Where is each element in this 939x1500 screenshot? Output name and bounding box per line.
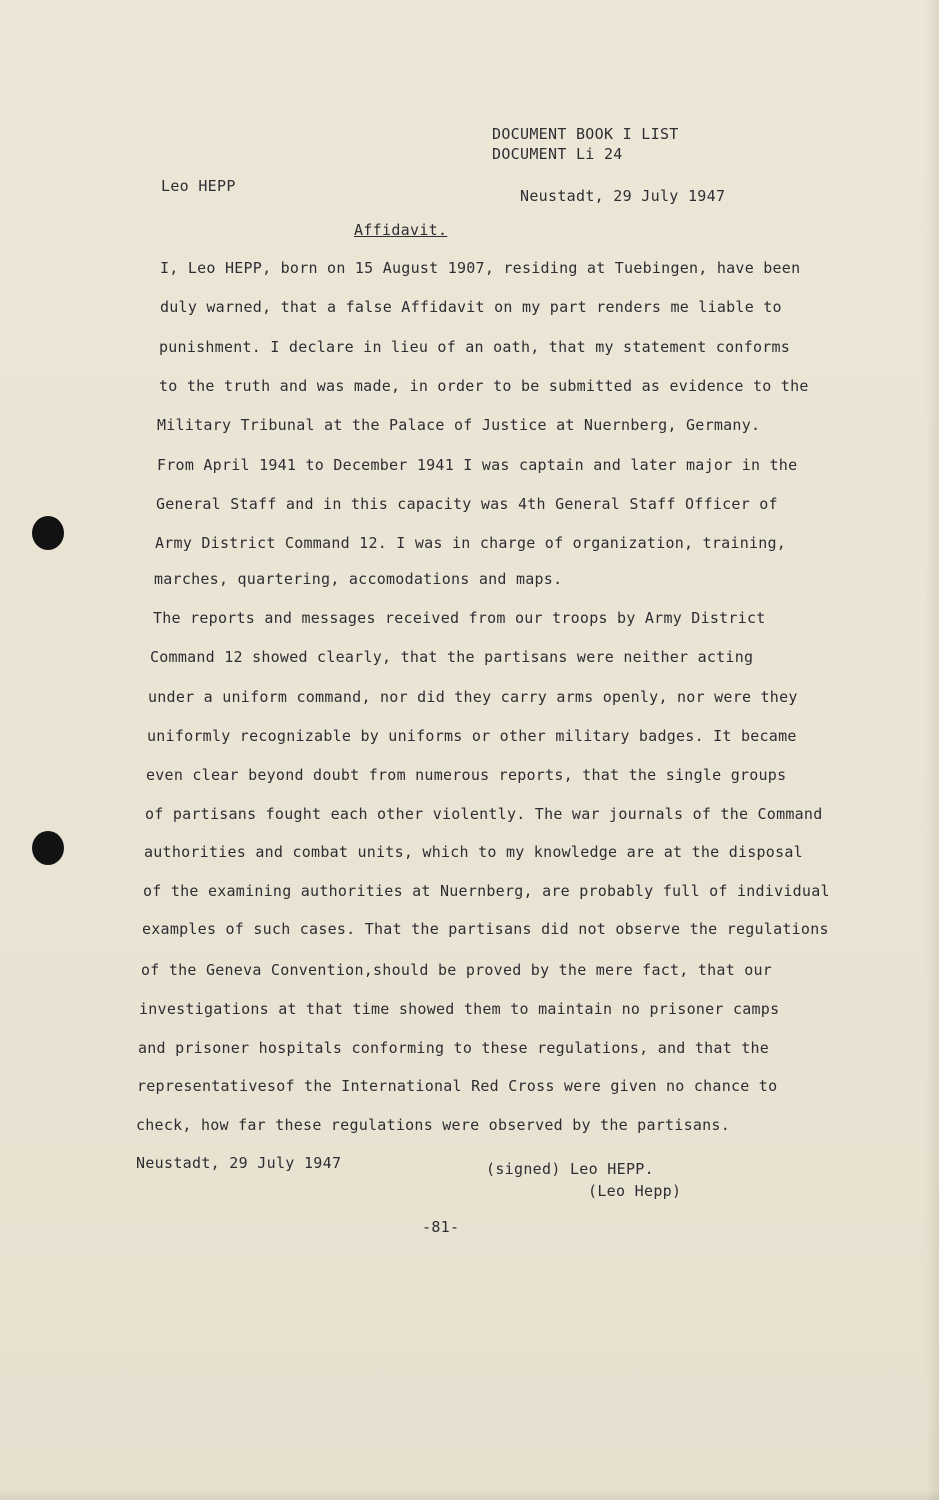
body-line: Army District Command 12. I was in charge of organization, training,	[155, 534, 787, 552]
body-line: Military Tribunal at the Palace of Justice at Nuernberg, Germany.	[157, 416, 761, 434]
body-line: examples of such cases. That the partisans did not observe the regulations	[142, 920, 829, 938]
body-line: representativesof the International Red Cross were given no chance to	[137, 1077, 778, 1095]
body-line: and prisoner hospitals conforming to these regulations, and that the	[138, 1039, 770, 1057]
author-name: Leo HEPP	[161, 177, 236, 195]
body-line: duly warned, that a false Affidavit on my part renders me liable to	[160, 298, 782, 316]
body-line: General Staff and in this capacity was 4th General Staff Officer of	[156, 495, 778, 513]
body-line: of the Geneva Convention,should be proved by the mere fact, that our	[141, 961, 773, 979]
page-edge-shadow-bottom	[0, 1490, 939, 1500]
footer-place-date: Neustadt, 29 July 1947	[136, 1154, 342, 1172]
body-line: of the examining authorities at Nuernberg, are probably full of individual	[143, 882, 830, 900]
body-line: marches, quartering, accomodations and maps.	[154, 570, 563, 588]
document-book-reference: DOCUMENT BOOK I LIST	[492, 125, 679, 143]
body-line: to the truth and was made, in order to be submitted as evidence to the	[159, 377, 809, 395]
body-line: investigations at that time showed them to maintain no prisoner camps	[139, 1000, 780, 1018]
signature-line: (signed) Leo HEPP.	[486, 1160, 654, 1178]
body-line: even clear beyond doubt from numerous reports, that the single groups	[146, 766, 787, 784]
punch-hole-icon	[32, 516, 64, 550]
body-line: punishment. I declare in lieu of an oath, that my statement conforms	[159, 338, 791, 356]
body-line: under a uniform command, nor did they carry arms openly, nor were they	[148, 688, 798, 706]
page-number: -81-	[422, 1218, 460, 1236]
punch-hole-icon	[32, 831, 64, 865]
document-title: Affidavit.	[354, 221, 448, 239]
place-date: Neustadt, 29 July 1947	[520, 187, 726, 205]
body-line: Command 12 showed clearly, that the partisans were neither acting	[150, 648, 754, 666]
body-line: authorities and combat units, which to my knowledge are at the disposal	[144, 843, 803, 861]
signature-name: (Leo Hepp)	[588, 1182, 682, 1200]
body-line: The reports and messages received from our troops by Army District	[153, 609, 766, 627]
page-edge-shadow	[925, 0, 939, 1500]
body-line: of partisans fought each other violently. The war journals of the Command	[145, 805, 823, 823]
body-line: check, how far these regulations were observed by the partisans.	[136, 1116, 730, 1134]
body-line: I, Leo HEPP, born on 15 August 1907, residing at Tuebingen, have been	[160, 259, 801, 277]
document-number: DOCUMENT Li 24	[492, 145, 623, 163]
body-line: From April 1941 to December 1941 I was captain and later major in the	[157, 456, 798, 474]
body-line: uniformly recognizable by uniforms or other military badges. It became	[147, 727, 797, 745]
